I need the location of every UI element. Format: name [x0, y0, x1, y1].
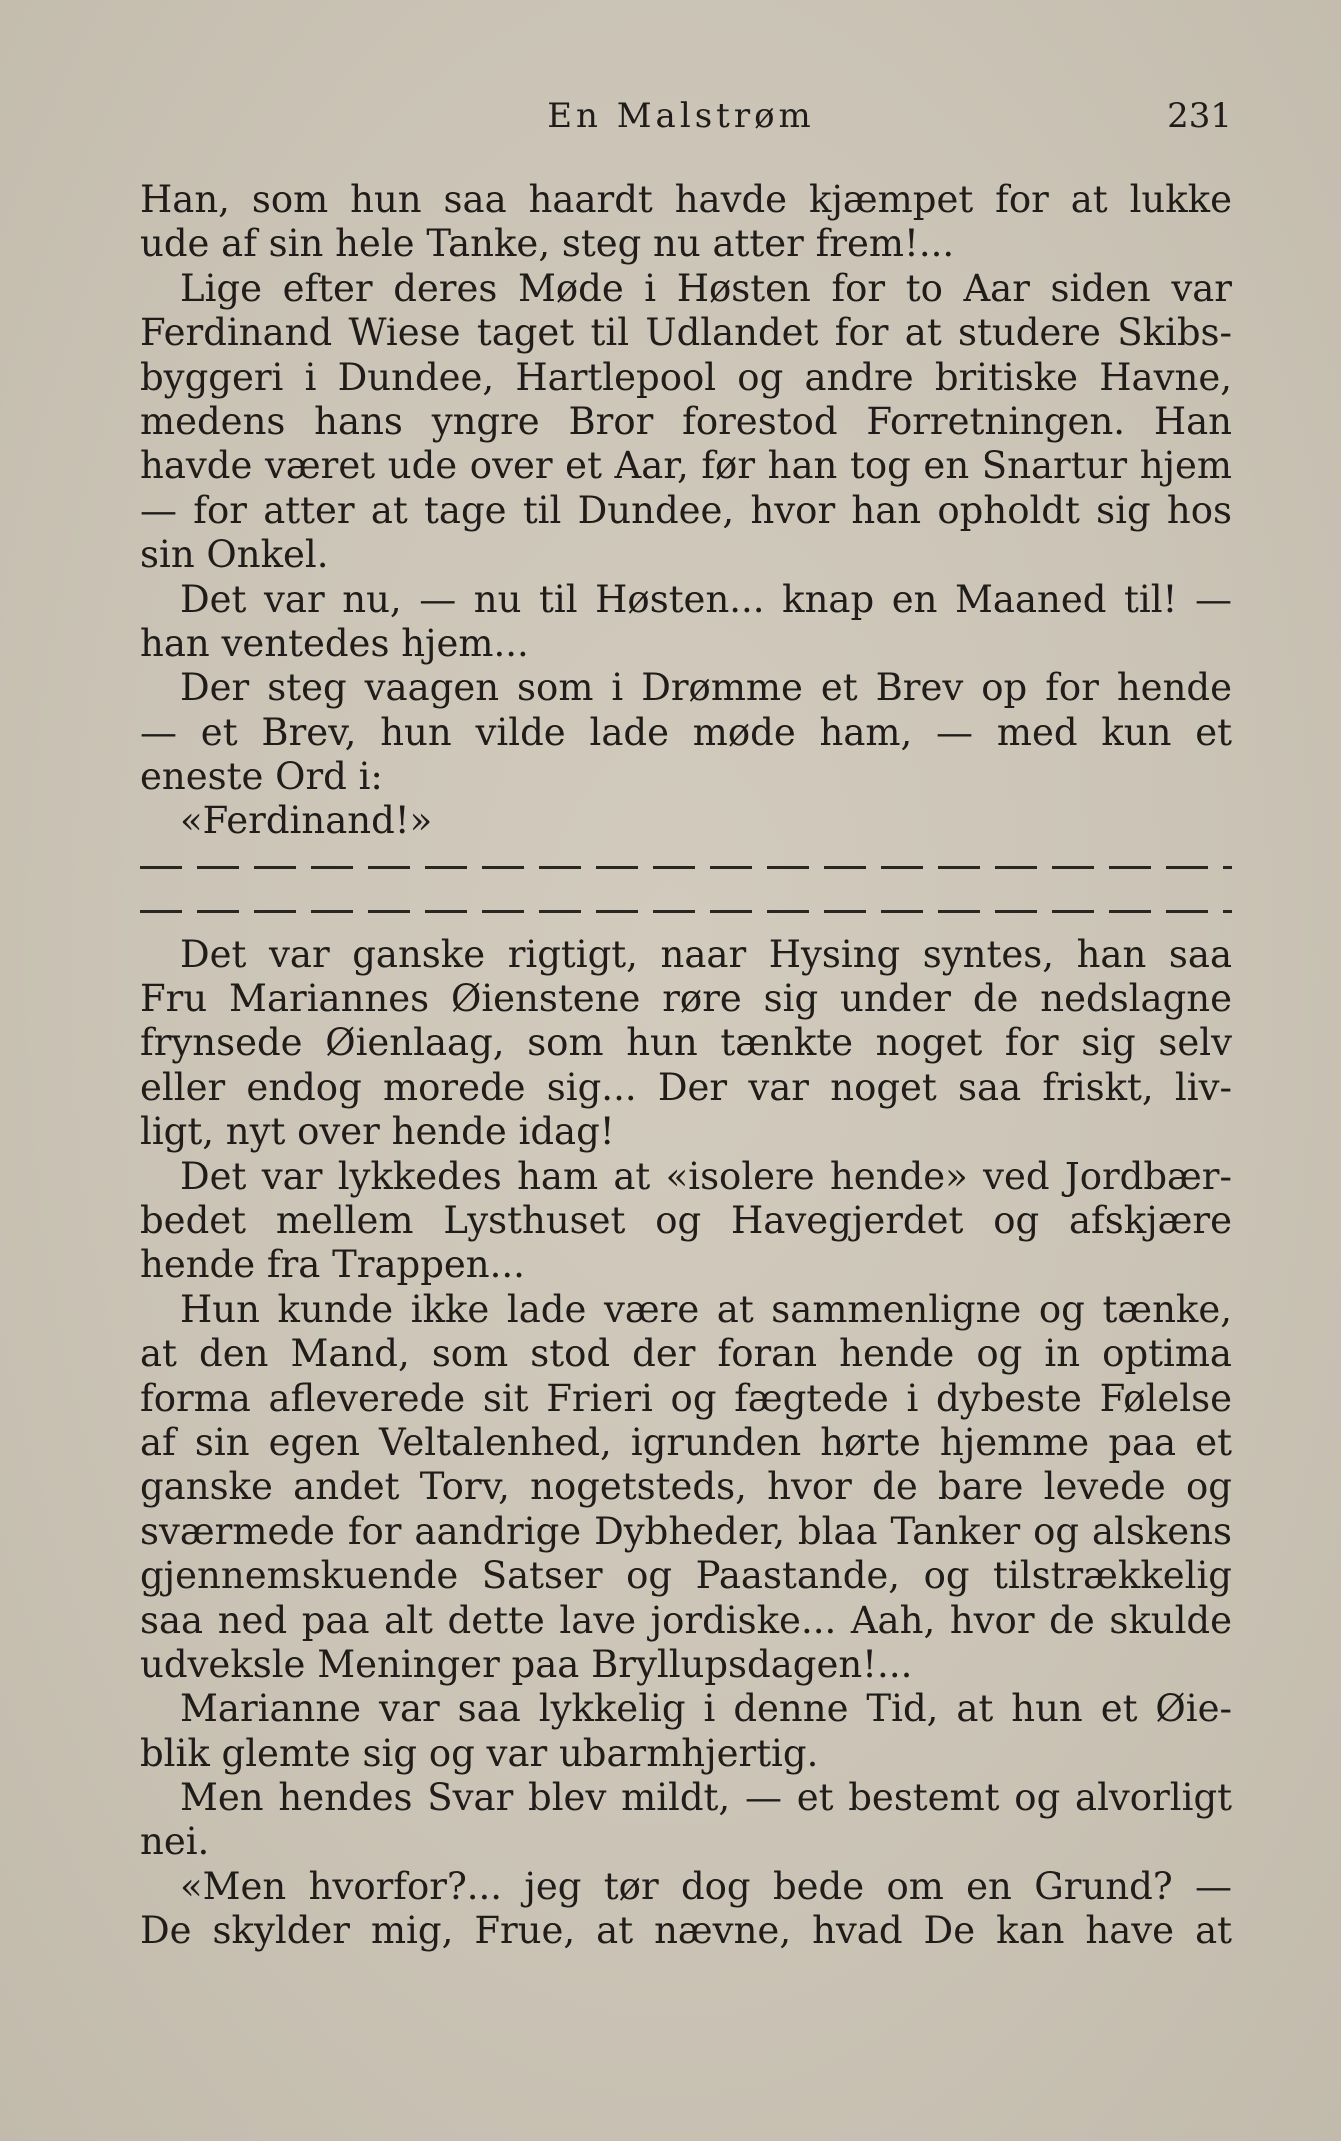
text-line: at den Mand, som stod der foran hende og in optima [140, 1332, 1232, 1376]
text-line: Fru Mariannes Øienstene røre sig under de nedslagne [140, 977, 1232, 1021]
text-line: saa ned paa alt dette lave jordiske... Aah, hvor de skulde [140, 1598, 1232, 1642]
text-line: Ferdinand Wiese taget til Udlandet for at studere Skibs- [140, 311, 1232, 355]
text-line: Det var lykkedes ham at «isolere hende» ved Jordbær- [180, 1154, 1232, 1198]
text-line: sin Onkel. [140, 533, 329, 577]
text-line: ligt, nyt over hende idag! [140, 1110, 615, 1154]
text-line: De skylder mig, Frue, at nævne, hvad De kan have at [140, 1909, 1232, 1953]
text-line: havde været ude over et Aar, før han tog en Snartur hjem [140, 444, 1232, 488]
text-line: frynsede Øienlaag, som hun tænkte noget for sig selv [140, 1021, 1232, 1065]
text-line: bedet mellem Lysthuset og Havegjerdet og afskjære [140, 1198, 1232, 1242]
text-line: blik glemte sig og var ubarmhjertig. [140, 1731, 819, 1775]
text-line: eneste Ord i: [140, 755, 383, 799]
text-line: Hun kunde ikke lade være at sammenligne og tænke, [180, 1287, 1232, 1331]
page-header [130, 96, 1232, 146]
text-line: Der steg vaagen som i Drømme et Brev op for hende [180, 666, 1232, 710]
page-body [140, 178, 1232, 1954]
text-line: byggeri i Dundee, Hartlepool og andre britiske Havne, [140, 355, 1232, 399]
text-line: nei. [140, 1820, 210, 1864]
text-line: Han, som hun saa haardt havde kjæmpet for at lukke [140, 178, 1232, 221]
section-break-rule [140, 844, 1232, 888]
text-line: gjennemskuende Satser og Paastande, og tilstrækkelig [140, 1554, 1232, 1598]
text-line: «Ferdinand!» [180, 799, 433, 843]
text-line: forma afleverede sit Frieri og fægtede i dybeste Følelse [140, 1376, 1232, 1420]
text-line: — et Brev, hun vilde lade møde ham, — med kun et [140, 710, 1232, 754]
section-break-rule [140, 888, 1232, 932]
text-line: Lige efter deres Møde i Høsten for to Aar siden var [180, 266, 1232, 310]
text-line: eller endog morede sig... Der var noget saa friskt, liv- [140, 1065, 1232, 1109]
text-line: sværmede for aandrige Dybheder, blaa Tanker og alskens [140, 1509, 1232, 1553]
text-line: han ventedes hjem... [140, 621, 529, 665]
text-line: Det var nu, — nu til Høsten... knap en Maaned til! — [180, 577, 1232, 621]
text-line: ganske andet Torv, nogetsteds, hvor de bare levede og [140, 1465, 1232, 1509]
text-line: udveksle Meninger paa Bryllupsdagen!... [140, 1642, 913, 1686]
page-number: 231 [1167, 96, 1232, 136]
text-line: — for atter at tage til Dundee, hvor han opholdt sig hos [140, 488, 1232, 532]
text-line: Det var ganske rigtigt, naar Hysing syntes, han saa [180, 932, 1232, 976]
text-line: Marianne var saa lykkelig i denne Tid, at hun et Øie- [180, 1687, 1232, 1731]
text-line: Men hendes Svar blev mildt, — et bestemt og alvorligt [180, 1776, 1232, 1820]
text-line: hende fra Trappen... [140, 1243, 525, 1287]
text-line: ude af sin hele Tanke, steg nu atter frem!... [140, 222, 955, 266]
running-title: En Malstrøm [547, 96, 815, 136]
text-line: medens hans yngre Bror forestod Forretningen. Han [140, 399, 1232, 443]
text-line: «Men hvorfor?... jeg tør dog bede om en Grund? — [180, 1864, 1232, 1908]
text-line: af sin egen Veltalenhed, igrunden hørte hjemme paa et [140, 1420, 1232, 1464]
